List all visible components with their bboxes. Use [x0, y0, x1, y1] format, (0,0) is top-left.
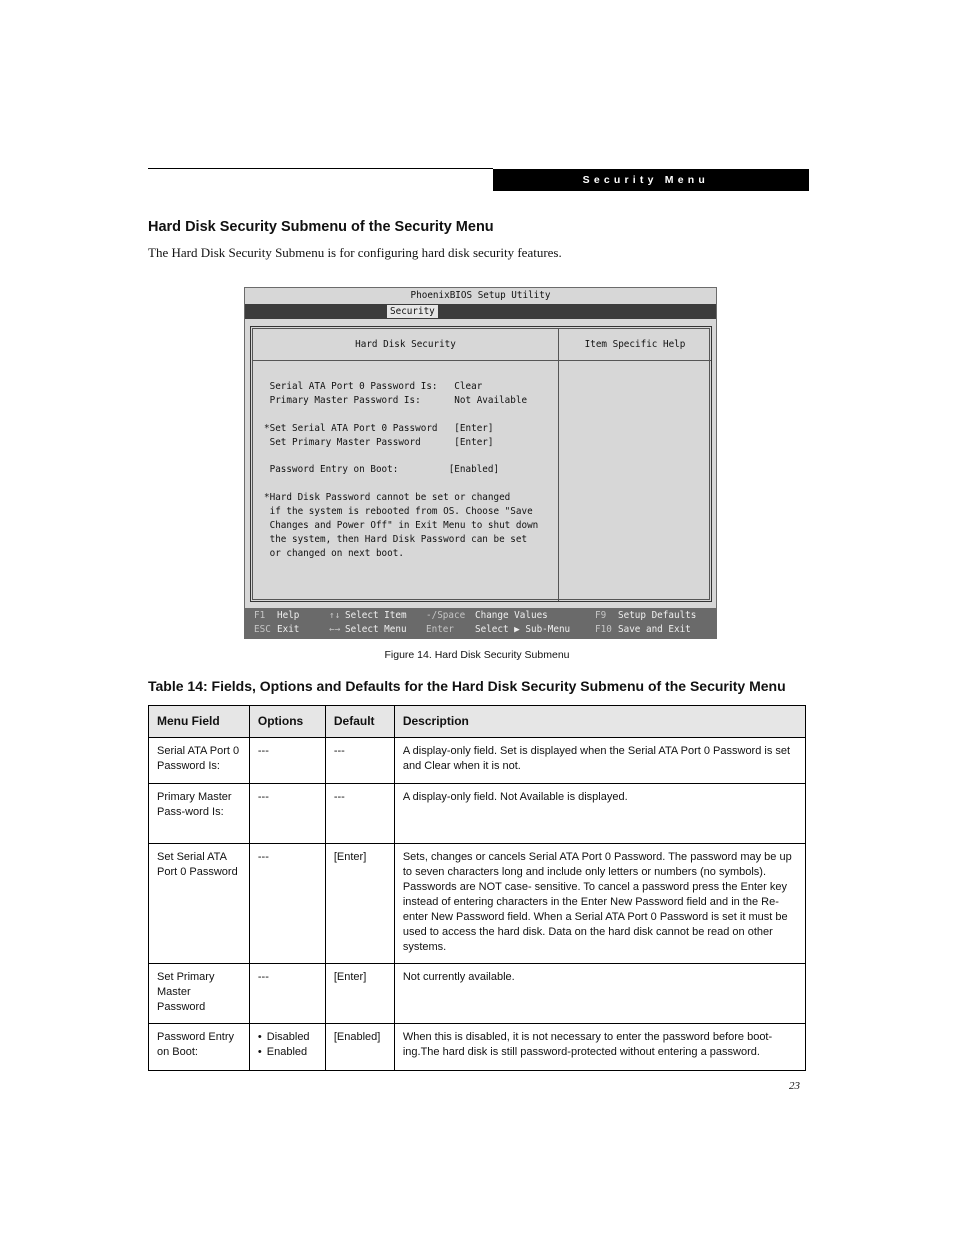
bios-help-title: Item Specific Help: [584, 339, 686, 350]
column-header: Menu Field: [149, 706, 250, 738]
bios-key-f9: F9: [595, 610, 607, 621]
cell-field: Serial ATA Port 0 Password Is:: [149, 738, 250, 784]
bios-tab-security[interactable]: Security: [387, 305, 438, 318]
table-title: Table 14: Fields, Options and Defaults for the Hard Disk Security Submenu of the Security Menu: [148, 678, 786, 694]
cell-options: ---: [249, 844, 325, 964]
cell-default: [Enabled]: [325, 1024, 394, 1071]
cell-default: ---: [325, 784, 394, 844]
table-row: [149, 738, 806, 784]
bios-key-updown: ↑↓: [329, 610, 341, 621]
cell-description: Sets, changes or cancels Serial ATA Port 0 Password. The password may be up to seven characters long and include only letters or numbers (no symbols). Passwords are NOT case- sensitive. To cancel a password press the Enter key instead of entering characters in the Enter New Password field and in the Re-enter New Password field. When a Serial ATA Port 0 Password is set it must be used to access the hard disk. Data on the hard disk cannot be read on other systems.: [394, 844, 805, 964]
cell-default: [Enter]: [325, 964, 394, 1024]
bios-footer: [245, 608, 716, 639]
bios-key-f10: F10: [595, 624, 612, 635]
cell-options: ---: [249, 784, 325, 844]
bios-key-label: Setup Defaults: [618, 610, 697, 621]
cell-description: Not currently available.: [394, 964, 805, 1024]
table-row: [149, 964, 806, 1024]
cell-field: Set Serial ATA Port 0 Password: [149, 844, 250, 964]
bios-screenshot: [244, 287, 717, 639]
bios-note-line: or changed on next boot.: [264, 548, 404, 559]
bios-key-label: Save and Exit: [618, 624, 691, 635]
table-row: [149, 844, 806, 964]
cell-default: [Enter]: [325, 844, 394, 964]
cell-options: ---: [249, 738, 325, 784]
cell-description: A display-only field. Set is displayed when the Serial ATA Port 0 Password is set and Clear when it is not.: [394, 738, 805, 784]
bios-menubar: [245, 304, 716, 319]
header-rule: [148, 168, 493, 169]
bios-note-line: if the system is rebooted from OS. Choose "Save: [264, 506, 533, 517]
table-header-row: [149, 706, 806, 738]
cell-options: [249, 1024, 325, 1071]
bios-key-label: Change Values: [475, 610, 548, 621]
column-header: Default: [325, 706, 394, 738]
bios-serial-ata-status: Serial ATA Port 0 Password Is: Clear: [264, 381, 483, 392]
bios-key-leftright: ←→: [329, 624, 341, 635]
bios-key-space: -/Space: [426, 610, 466, 621]
cell-field: Primary Master Pass-word Is:: [149, 784, 250, 844]
section-title: Hard Disk Security Submenu of the Security Menu: [148, 219, 494, 235]
bios-note-line: *Hard Disk Password cannot be set or changed: [264, 492, 511, 503]
fields-table: [148, 705, 806, 1071]
table-row: [149, 784, 806, 844]
bios-panel-title: Hard Disk Security: [355, 339, 456, 350]
cell-description: A display-only field. Not Available is displayed.: [394, 784, 805, 844]
bios-password-entry-on-boot[interactable]: Password Entry on Boot: [Enabled]: [264, 464, 500, 475]
bios-note-line: Changes and Power Off" in Exit Menu to shut down: [264, 520, 539, 531]
option-item: • Disabled: [258, 1030, 317, 1045]
option-item: • Enabled: [258, 1045, 317, 1060]
intro-paragraph: The Hard Disk Security Submenu is for configuring hard disk security features.: [148, 245, 562, 260]
cell-field: Set Primary Master Password: [149, 964, 250, 1024]
figure-caption: Figure 14. Hard Disk Security Submenu: [384, 649, 570, 661]
bios-title: PhoenixBIOS Setup Utility: [410, 290, 551, 301]
bios-key-label: Select Item: [345, 610, 407, 621]
cell-description: When this is disabled, it is not necessary to enter the password before boot-ing.The hard disk is still password-protected without entering a password.: [394, 1024, 805, 1071]
table-row: [149, 1024, 806, 1071]
bios-primary-master-status: Primary Master Password Is: Not Available: [264, 395, 528, 406]
bios-key-label: Select Menu: [345, 624, 407, 635]
options-list: [258, 1030, 317, 1060]
bios-set-serial-ata-password[interactable]: *Set Serial ATA Port 0 Password [Enter]: [264, 423, 494, 434]
bios-key-label: Help: [277, 610, 300, 621]
bios-key-f1: F1: [254, 610, 266, 621]
bios-set-primary-master-password[interactable]: Set Primary Master Password [Enter]: [264, 437, 494, 448]
bios-key-esc: ESC: [254, 624, 271, 635]
page-number: 23: [789, 1080, 800, 1092]
cell-field: Password Entry on Boot:: [149, 1024, 250, 1071]
column-header: Description: [394, 706, 805, 738]
bios-panel: [250, 326, 712, 602]
bios-note-line: the system, then Hard Disk Password can be set: [264, 534, 528, 545]
running-header: Security Menu: [493, 169, 809, 191]
cell-default: ---: [325, 738, 394, 784]
cell-options: ---: [249, 964, 325, 1024]
bios-key-enter: Enter: [426, 624, 454, 635]
column-header: Options: [249, 706, 325, 738]
bios-key-label: Select ▶ Sub-Menu: [475, 624, 571, 635]
bios-key-label: Exit: [277, 624, 300, 635]
